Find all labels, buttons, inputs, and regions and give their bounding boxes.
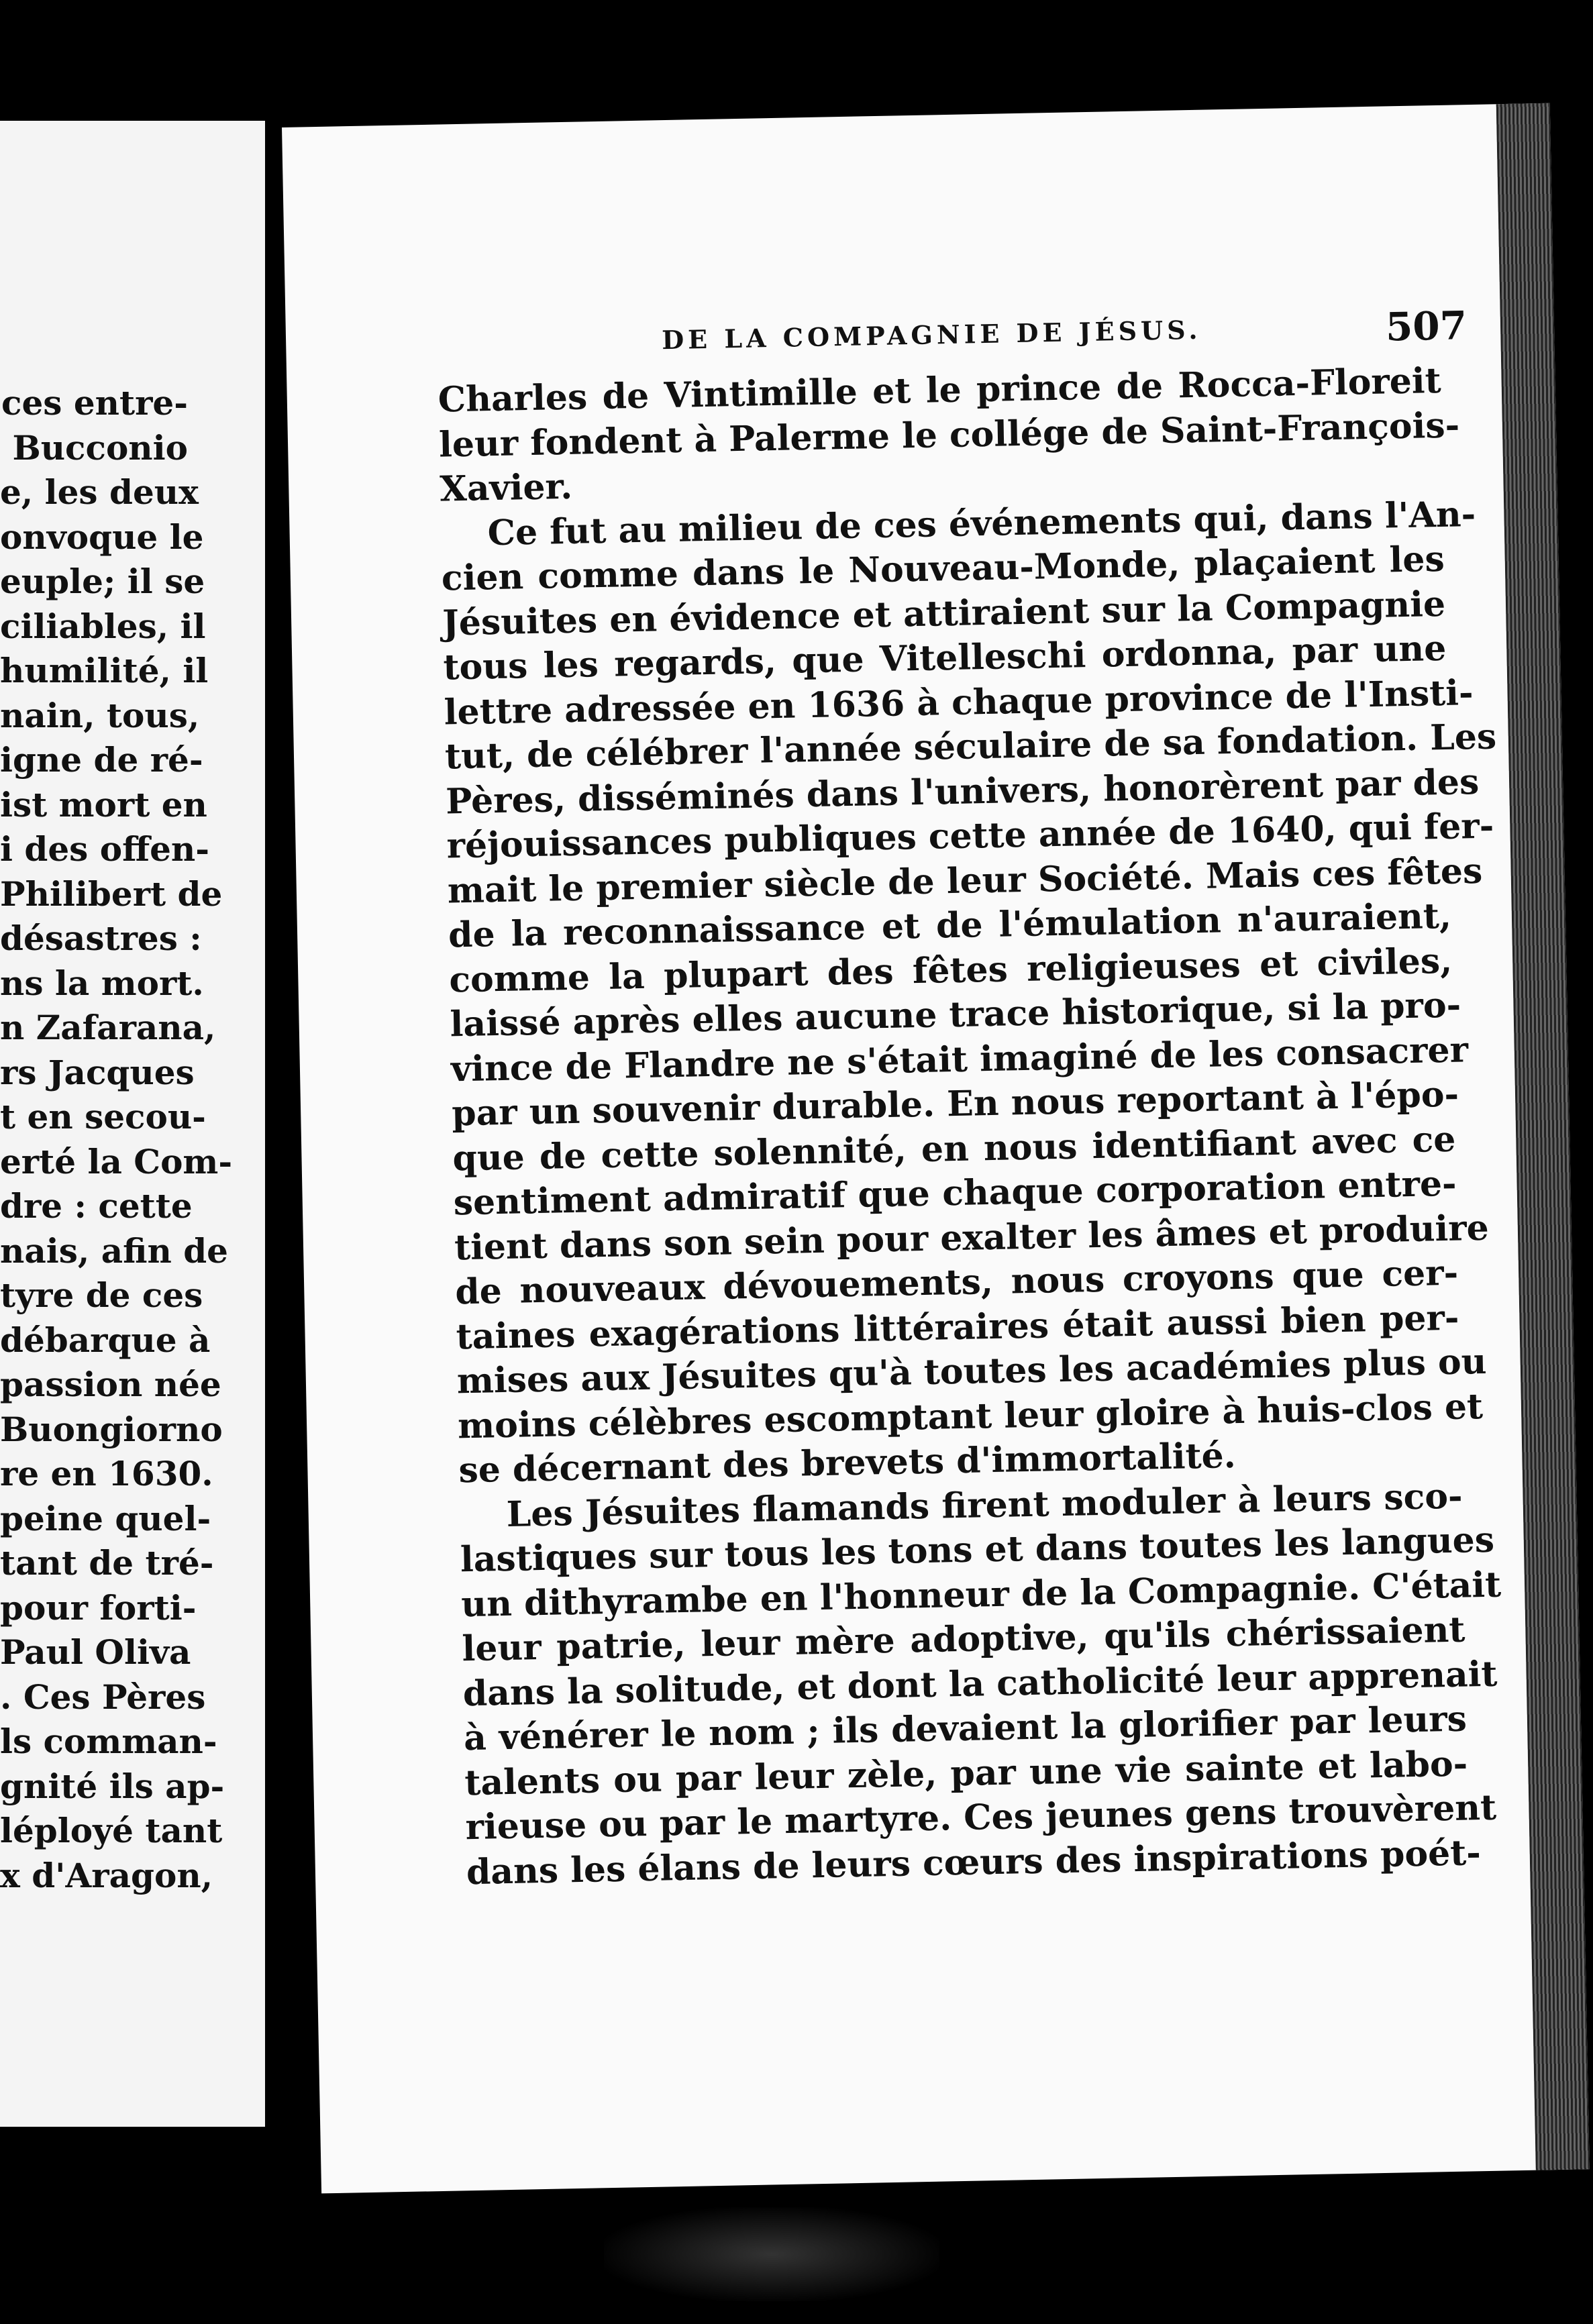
text-line: rieuse ou par le martyre. Ces jeunes gens trouvèrent [465, 1787, 1497, 1848]
left-page-line: e, les deux [0, 472, 199, 512]
text-line: laissé après elles aucune trace historique, si la pro- [450, 984, 1461, 1045]
left-page-line: humilité, il [0, 651, 209, 690]
text-line: tous les regards, que Vitelleschi ordonna, par une [442, 627, 1447, 688]
text-line: moins célèbres escomptant leur gloire à huis-clos et [457, 1385, 1484, 1446]
text-line: Jésuites en évidence et attiraient sur la Compagnie [442, 583, 1446, 644]
left-page-line: re en 1630. [0, 1454, 213, 1493]
text-line: Pères, disséminés dans l'univers, honorèrent par des [445, 761, 1480, 822]
left-page-line: Buongiorno [0, 1409, 223, 1449]
left-page-line: igne de ré- [0, 740, 203, 780]
running-title: DE LA COMPAGNIE DE JÉSUS. [661, 314, 1202, 356]
text-line: talents ou par leur zèle, par une vie sainte et labo- [464, 1743, 1468, 1803]
text-line: lettre adressée en 1636 à chaque province de l'Insti- [444, 672, 1474, 733]
left-page-line: ns la mort. [0, 963, 204, 1003]
left-page-line: ist mort en [0, 784, 207, 825]
text-line: leur patrie, leur mère adoptive, qu'ils chérissaient [461, 1609, 1466, 1670]
left-page-line: ces entre- [1, 383, 188, 423]
left-page-line: rs Jacques [0, 1052, 195, 1092]
text-line: leur fondent à Palerme le collége de Saint-François- [438, 404, 1460, 466]
text-line: dans les élans de leurs cœurs des inspirations poét- [466, 1832, 1482, 1893]
text-line: par un souvenir durable. En nous reportant à l'épo- [451, 1073, 1459, 1134]
left-page-line: Bucconio [12, 427, 188, 468]
left-page-line: ls comman- [0, 1722, 217, 1761]
text-line: que de cette solennité, en nous identifiant avec ce [452, 1118, 1456, 1179]
left-page-line: onvoque le [0, 517, 204, 557]
left-page-line: t en secou- [0, 1097, 206, 1137]
scan-smudge [604, 2207, 939, 2301]
left-page-line: tant de tré- [0, 1543, 214, 1583]
left-page-line: euple; il se [0, 562, 205, 601]
text-line: vince de Flandre ne s'était imaginé de les consacrer [450, 1028, 1469, 1090]
text-line: Xavier. [439, 466, 573, 510]
left-page-line: Philibert de [0, 874, 223, 914]
text-line: Charles de Vintimille et le prince de Rocca-Floreit [438, 360, 1442, 421]
text-line: de nouveaux dévouements, nous croyons que cer- [454, 1252, 1459, 1313]
text-line: tient dans son sein pour exalter les âmes et produire [454, 1207, 1490, 1268]
left-page-line: désastres : [0, 918, 202, 958]
right-page-wrapper [282, 103, 1590, 2194]
text-line: à vénérer le nom ; ils devaient la glorifier par leurs [463, 1698, 1468, 1759]
left-page-line: i des offen- [0, 829, 210, 869]
left-page-line: erté la Com- [0, 1141, 233, 1181]
left-page-line: Paul Oliva [0, 1632, 191, 1672]
left-page [0, 121, 265, 2127]
text-line: de la reconnaissance et de l'émulation n'auraient, [448, 895, 1452, 956]
left-page-line: léployé tant [0, 1811, 223, 1850]
body-text [438, 359, 1502, 1895]
text-line: Ce fut au milieu de ces événements qui, dans l'An- [487, 493, 1476, 553]
text-line: comme la plupart des fêtes religieuses et civiles, [448, 940, 1453, 1000]
left-page-line: tyre de ces [0, 1275, 203, 1315]
text-line: mises aux Jésuites qu'à toutes les académies plus ou [456, 1340, 1487, 1402]
left-page-line: dre : cette [0, 1186, 193, 1226]
text-line: se décernant des brevets d'immortalité. [458, 1435, 1237, 1491]
page-number: 507 [1385, 303, 1468, 350]
text-line: un dithyrambe en l'honneur de la Compagnie. C'était [460, 1564, 1502, 1625]
text-line: réjouissances publiques cette année de 1640, qui fer- [446, 805, 1494, 867]
left-page-line: nain, tous, [0, 695, 200, 735]
text-line: Les Jésuites flamands firent moduler à leurs sco- [506, 1475, 1463, 1535]
left-page-text [0, 381, 233, 1898]
left-page-line: . Ces Pères [0, 1677, 206, 1717]
right-page [282, 103, 1590, 2194]
left-page-line: passion née [0, 1365, 221, 1404]
text-line: mait le premier siècle de leur Société. Mais ces fêtes [447, 850, 1483, 911]
text-line: dans la solitude, et dont la catholicité leur apprenait [462, 1653, 1498, 1714]
left-page-line: peine quel- [0, 1498, 211, 1538]
left-page-line: x d'Aragon, [0, 1855, 213, 1895]
left-page-line: ciliables, il [0, 606, 206, 646]
text-line: cien comme dans le Nouveau-Monde, plaçaient les [441, 538, 1445, 599]
text-line: tut, de célébrer l'année séculaire de sa fondation. Les [444, 716, 1497, 778]
left-page-line: pour forti- [0, 1587, 197, 1628]
left-page-line: débarque à [0, 1320, 211, 1360]
page-header [662, 303, 1468, 365]
text-line: lastiques sur tous les tons et dans toutes les langues [460, 1519, 1495, 1581]
text-line: sentiment admiratif que chaque corporation entre- [453, 1163, 1457, 1224]
text-line: taines exagérations littéraires était aussi bien per- [456, 1297, 1459, 1357]
left-page-line: n Zafarana, [0, 1008, 216, 1047]
left-page-line: nais, afin de [0, 1230, 228, 1271]
left-page-line: gnité ils ap- [0, 1766, 225, 1806]
